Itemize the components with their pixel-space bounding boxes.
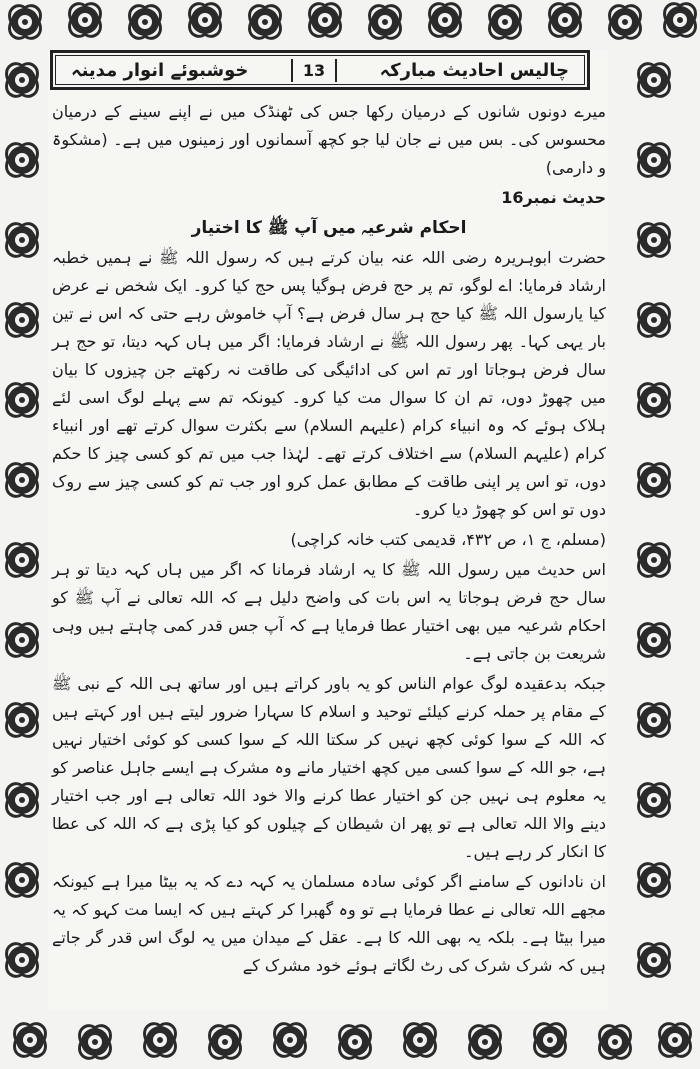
paragraph-3: جبکہ بدعقیدہ لوگ عوام الناس کو یہ باور کراتے ہیں اور ساتھ ہی اللہ کے نبی ﷺ کے مقام پر حملہ کرنے کیلئے توحید و اسلام کا سہارا ضرور لیتے ہیں اور کہتے ہیں کہ اللہ کے سوا کوئی کچھ نہیں کر سکتا اللہ کے سوا کسی کو کوئی اختیار نہیں ہے، جو اللہ کے سوا کسی میں کچھ اختیار مانے وہ مشرک ہے ایسے جاہل عناصر کو یہ معلوم ہی نہیں جن کو اختیار عطا کرنے والا خود اللہ تعالی ہے اور جب اختیار دینے والا اللہ تعالی ہے تو پھر ان شیطان کے چیلوں کو کیا پڑی ہے کہ اللہ کی عطا کا انکار کر رہے ہیں۔ <box>52 674 606 861</box>
hadith-number: حدیث نمبر16 <box>501 188 606 207</box>
article-body <box>52 98 606 982</box>
border-pattern <box>10 4 696 39</box>
reference-citation: (مسلم، ج ۱، ص ۴۳۲، قدیمی کتب خانہ کراچی) <box>290 530 606 549</box>
ornamental-border-bottom <box>0 1010 700 1069</box>
book-title: چالیس احادیث مبارکہ <box>379 59 569 81</box>
page-header <box>50 50 590 90</box>
paragraph-2: اس حدیث میں رسول اللہ ﷺ کا یہ ارشاد فرمانا کہ اگر میں ہاں کہہ دیتا تو ہر سال حج فرض ہوجاتا یہ اس بات کی واضح دلیل ہے کہ اللہ تعالی نے آپ ﷺ کو احکام شرعیہ میں بھی اختیار عطا فرمایا ہے کہ آپ جس قدر کمی چاہتے ہیں وہی شریعت بن جاتی ہے۔ <box>52 560 606 663</box>
ornamental-border-right <box>608 50 700 1010</box>
paragraph-1: حضرت ابوہریرہ رضی اللہ عنہ بیان کرتے ہیں کہ رسول اللہ ﷺ نے ہمیں خطبہ ارشاد فرمایا: اے لوگو، تم پر حج فرض ہوگیا پس حج کیا کرو۔ ایک شخص نے عرض کیا یارسول اللہ ﷺ کیا حج ہر سال فرض ہے؟ آپ خاموش رہے حتی کہ اس نے تین بار یہی کہا۔ پھر رسول اللہ ﷺ نے ارشاد فرمایا: اگر میں ہاں کہہ دیتا، تو حج ہر سال فرض ہوجاتا اور تم اس کی ادائیگی کی طاقت نہ رکھتے جن چیزوں کا بیان میں چھوڑ دوں، تم ان کا سوال مت کیا کرو۔ کیونکہ تم سے پہلے لوگ اسی لئے ہلاک ہوئے کہ وہ انبیاء کرام (علیہم السلام) سے بکثرت سوال کرتے تھے اور انبیاء کرام (علیہم السلام) سے اختلاف کرتے تھے۔ لہٰذا جب میں تم کو کسی چیز کا حکم دوں، تو اس پر اپنی طاقت کے مطابق عمل کرو اور جب تم کو کسی چیز سے روک دوں تو اس کو چھوڑ دیا کرو۔ <box>52 248 606 519</box>
section-title: احکام شرعیہ میں آپ ﷺ کا اختیار <box>191 218 467 238</box>
ornamental-border-top <box>0 0 700 50</box>
intro-paragraph: میرے دونوں شانوں کے درمیان رکھا جس کی ٹھنڈک میں نے اپنے سینے کے درمیان محسوس کی۔ بس میں نے جان لیا جو کچھ آسمانوں اور زمینوں میں ہے۔ (مشکوۃ و دارمی) <box>52 102 606 177</box>
ornamental-border-left <box>0 50 48 1010</box>
publisher-name: خوشبوئے انوار مدینہ <box>71 59 249 81</box>
page-number: 13 <box>291 59 337 82</box>
paragraph-4: ان نادانوں کے سامنے اگر کوئی سادہ مسلمان یہ کہہ دے کہ یہ بیٹا میرا ہے کیونکہ مجھے اللہ تعالی نے عطا فرمایا ہے تو وہ گھبرا کر کہتے ہیں کہ ایسا مت کہو کہ یہ میرا بیٹا ہے۔ بلکہ یہ بھی اللہ کا ہے۔ عقل کے میدان میں یہ لوگ اس قدر گر جاتے ہیں کہ شرک شرک کی رٹ لگاتے ہوئے خود مشرک کے <box>52 872 606 975</box>
